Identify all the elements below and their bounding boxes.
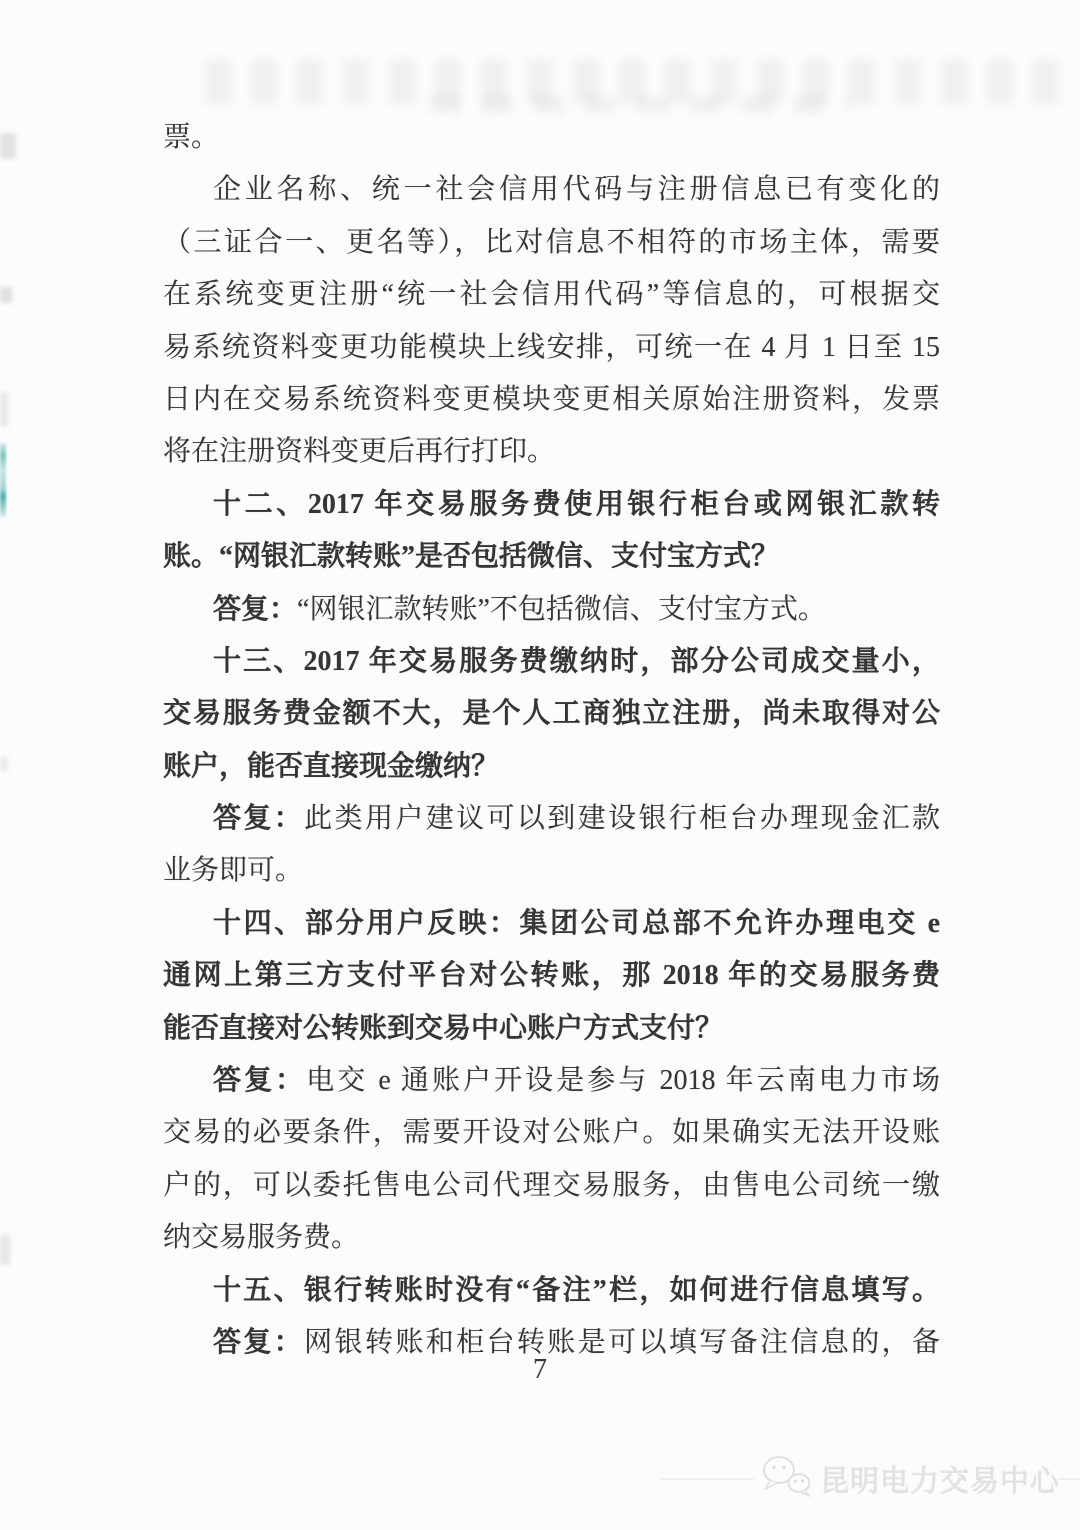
scan-smudge bbox=[0, 287, 12, 303]
line-text: “网银汇款转账”不包括微信、支付宝方式。 bbox=[297, 593, 826, 625]
answer-line bbox=[163, 845, 940, 897]
scan-smudge bbox=[0, 392, 8, 426]
line-text: 账。“网银汇款转账”是否包括微信、支付宝方式？ bbox=[163, 541, 780, 573]
answer-line bbox=[163, 1055, 940, 1107]
line-text: 十二、2017 年交易服务费使用银行柜台或网银汇款转 bbox=[213, 488, 940, 520]
line-text: 易系统资料变更功能模块上线安排，可统一在 4 月 1 日至 15 bbox=[163, 331, 940, 363]
line-text: 纳交易服务费。 bbox=[163, 1222, 360, 1254]
wechat-icon bbox=[760, 1451, 814, 1508]
answer-prefix: 答复： bbox=[213, 1065, 307, 1097]
line-text: 网银转账和柜台转账是可以填写备注信息的，备 bbox=[304, 1326, 940, 1358]
text-line bbox=[163, 269, 940, 321]
line-text: 企业名称、统一社会信用代码与注册信息已有变化的 bbox=[213, 174, 940, 206]
watermark-label: 昆明电力交易中心 bbox=[819, 1465, 1060, 1498]
line-text: 票。 bbox=[163, 122, 220, 153]
scan-smudge bbox=[0, 1235, 10, 1265]
answer-prefix: 答复： bbox=[213, 803, 305, 835]
bleed-through-ghost-text bbox=[205, 60, 1060, 104]
line-text: 电交 e 通账户开设是参与 2018 年云南电力市场 bbox=[306, 1065, 940, 1097]
text-line bbox=[163, 217, 940, 269]
line-text: 户的，可以委托售电公司代理交易服务，由售电公司统一缴 bbox=[163, 1169, 940, 1201]
text-line bbox=[163, 426, 940, 478]
line-text: 十五、银行转账时没有“备注”栏，如何进行信息填写。 bbox=[213, 1274, 940, 1306]
question-line bbox=[163, 1003, 940, 1055]
question-line bbox=[163, 531, 940, 583]
line-text: 交易的必要条件，需要开设对公账户。如果确实无法开设账 bbox=[163, 1117, 940, 1149]
question-line bbox=[163, 688, 940, 740]
answer-line bbox=[163, 793, 940, 845]
question-line bbox=[163, 950, 940, 1002]
question-line bbox=[163, 1265, 940, 1317]
answer-line bbox=[163, 1212, 940, 1264]
text-line bbox=[163, 374, 940, 426]
text-line bbox=[163, 112, 940, 164]
line-text: 十三、2017 年交易服务费缴纳时，部分公司成交量小， bbox=[213, 645, 940, 677]
line-text: 能否直接对公转账到交易中心账户方式支付？ bbox=[163, 1012, 724, 1044]
answer-line bbox=[163, 1160, 940, 1212]
answer-prefix: 答复： bbox=[213, 1326, 305, 1358]
line-text: 日内在交易系统资料变更模块变更相关原始注册资料，发票 bbox=[163, 383, 940, 415]
line-text: 在系统变更注册“统一社会信用代码”等信息的，可根据交 bbox=[163, 279, 940, 311]
answer-line bbox=[163, 1107, 940, 1159]
answer-prefix: 答复： bbox=[213, 593, 298, 625]
text-line bbox=[163, 322, 940, 374]
question-line bbox=[163, 479, 940, 531]
line-text: 交易服务费金额不大，是个人工商独立注册，尚未取得对公 bbox=[163, 698, 940, 730]
divider-line bbox=[660, 1478, 754, 1480]
document-body bbox=[163, 112, 940, 1369]
question-line bbox=[163, 898, 940, 950]
question-line bbox=[163, 741, 940, 793]
divider-line bbox=[1060, 1478, 1080, 1480]
line-text: 十四、部分用户反映：集团公司总部不允许办理电交 e bbox=[213, 907, 940, 939]
text-line bbox=[163, 164, 940, 216]
line-text: 将在注册资料变更后再行打印。 bbox=[163, 436, 556, 468]
page-number: 7 bbox=[533, 1354, 547, 1385]
question-line bbox=[163, 636, 940, 688]
scan-smudge bbox=[0, 133, 16, 159]
scan-color-artifact bbox=[0, 443, 6, 517]
answer-line bbox=[163, 584, 940, 636]
line-text: 此类用户建议可以到建设银行柜台办理现金汇款 bbox=[304, 803, 940, 835]
line-text: 账户，能否直接现金缴纳？ bbox=[163, 750, 500, 782]
line-text: （三证合一、更名等），比对信息不相符的市场主体，需要 bbox=[163, 226, 940, 258]
watermark-footer bbox=[660, 1448, 1080, 1510]
line-text: 业务即可。 bbox=[163, 855, 304, 887]
scan-smudge bbox=[0, 757, 8, 771]
line-text: 通网上第三方支付平台对公转账，那 2018 年的交易服务费 bbox=[163, 960, 940, 992]
